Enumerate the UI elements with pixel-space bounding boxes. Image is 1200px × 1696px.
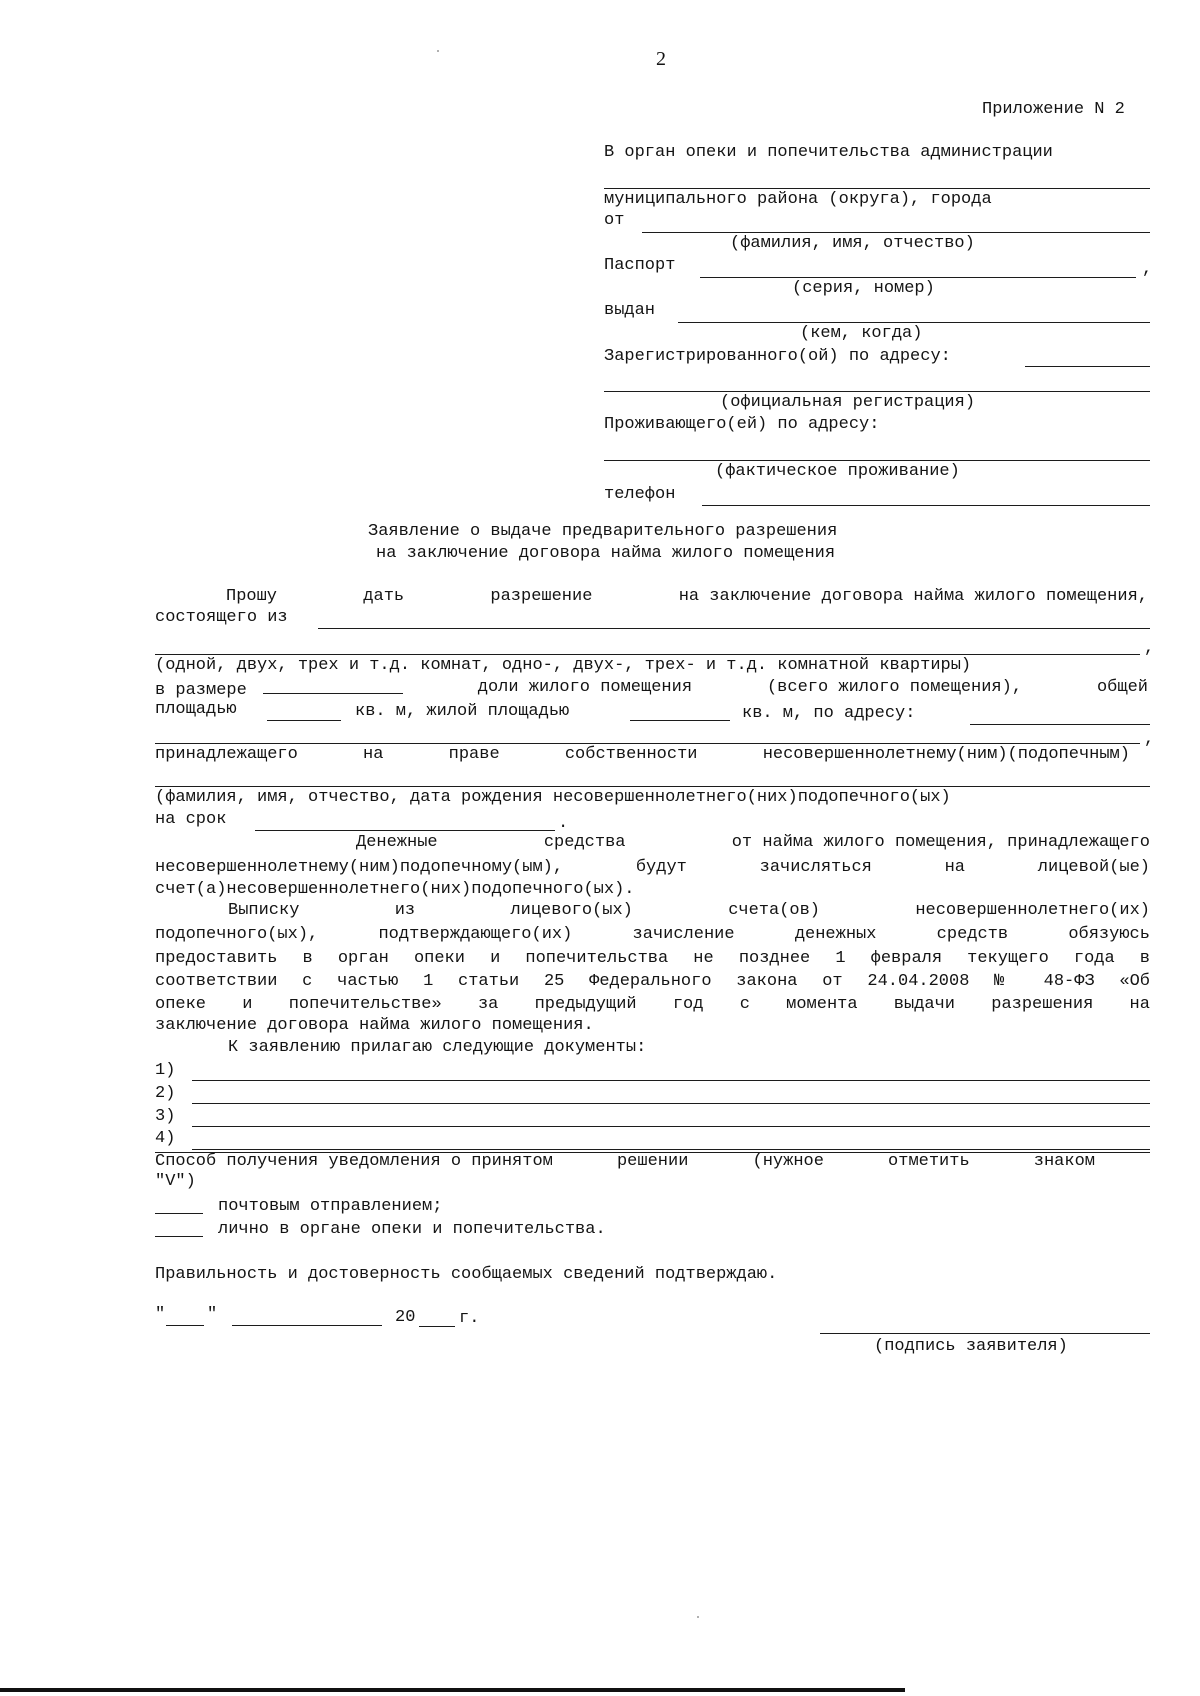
phone-field — [702, 505, 1150, 506]
residing-label: Проживающего(ей) по адресу: — [604, 415, 880, 434]
size-label: в размере — [155, 681, 247, 700]
attachment-field — [192, 1080, 1150, 1081]
request-word: дать — [363, 587, 405, 606]
total-area-field — [267, 720, 341, 721]
statement-word: за — [477, 995, 499, 1014]
issued-label: выдан — [604, 301, 656, 320]
term-period: . — [558, 814, 569, 833]
attachment-number: 3) — [155, 1107, 176, 1126]
statement-word: несовершеннолетнего(их) — [915, 901, 1150, 920]
statement-word: средств — [936, 925, 1009, 944]
in-person-checkbox[interactable] — [155, 1236, 203, 1237]
date-close-quote: " — [207, 1305, 218, 1324]
passport-comma: , — [1142, 260, 1153, 279]
registered-label: Зарегистрированного(ой) по адресу: — [604, 347, 951, 366]
ownership-word: праве — [448, 745, 500, 764]
money-word: средства — [543, 833, 626, 852]
ownership-word: на — [363, 745, 384, 764]
option-in-person: лично в органе опеки и попечительства. — [218, 1220, 606, 1239]
living-area-field — [630, 720, 730, 721]
passport-label: Паспорт — [604, 256, 676, 275]
statement-word: выдачи — [893, 995, 956, 1014]
money-word: зачисляться — [759, 858, 872, 877]
registered-caption: (официальная регистрация) — [720, 393, 976, 412]
money-word: лицевой(ые) — [1037, 858, 1150, 877]
size-word: доли жилого помещения — [477, 678, 693, 697]
statement-line-2 — [155, 924, 1150, 946]
residing-caption: (фактическое проживание) — [715, 462, 960, 481]
statement-line-1 — [228, 900, 1150, 922]
money-line-1 — [356, 832, 1150, 854]
statement-word: зачисление — [632, 925, 735, 944]
size-word: общей — [1096, 678, 1148, 697]
date-year-field — [419, 1326, 455, 1327]
signature-field — [820, 1333, 1150, 1334]
attachments-intro: К заявлению прилагаю следующие документы: — [228, 1038, 647, 1057]
size-line — [155, 677, 1148, 702]
mail-checkbox[interactable] — [155, 1213, 203, 1214]
statement-word: попечительстве» — [288, 995, 442, 1014]
attachment-field — [192, 1103, 1150, 1104]
attachment-field — [192, 1126, 1150, 1127]
notify-word: решении — [616, 1152, 689, 1171]
ownership-word: собственности — [564, 745, 698, 764]
document-title-line2: на заключение договора найма жилого помещения — [376, 544, 836, 563]
money-word: будут — [635, 858, 687, 877]
from-label: от — [604, 211, 625, 230]
ownership-line — [155, 744, 1130, 766]
attachment-number: 4) — [155, 1129, 176, 1148]
request-line — [226, 586, 1148, 608]
attachment-number: 2) — [155, 1084, 176, 1103]
statement-line-6: заключение договора найма жилого помещения. — [155, 1016, 594, 1035]
share-field — [263, 677, 403, 694]
money-line-2 — [155, 857, 1150, 879]
term-field — [255, 830, 555, 831]
statement-word: и — [242, 995, 253, 1014]
notify-word: отметить — [888, 1152, 970, 1171]
statement-word: разрешения — [991, 995, 1094, 1014]
passport-caption: (серия, номер) — [792, 279, 935, 298]
ownership-word: несовершеннолетнему(ним)(подопечным) — [762, 745, 1130, 764]
page-number: 2 — [656, 48, 666, 70]
document-title-line1: Заявление о выдаче предварительного разрешения — [368, 522, 838, 541]
phone-label: телефон — [604, 485, 676, 504]
statement-word: счета(ов) — [728, 901, 821, 920]
statement-word: с — [739, 995, 750, 1014]
date-open-quote: " — [155, 1305, 166, 1324]
minor-caption: (фамилия, имя, отчество, дата рождения несовершеннолетнего(них)подопечного(ых) — [155, 788, 951, 807]
statement-word: из — [394, 901, 416, 920]
confirm-statement: Правильность и достоверность сообщаемых сведений подтверждаю. — [155, 1265, 778, 1284]
statement-line-3: предоставить в орган опеки и попечительства не позднее 1 февраля текущего года в — [155, 949, 1150, 968]
statement-word: подтверждающего(их) — [378, 925, 573, 944]
notify-word: знаком — [1033, 1152, 1095, 1171]
request-word: Прошу — [226, 587, 278, 606]
money-word: от найма жилого помещения, принадлежащего — [731, 833, 1150, 852]
name-caption: (фамилия, имя, отчество) — [730, 234, 975, 253]
ownership-word: принадлежащего — [155, 745, 298, 764]
statement-word: подопечного(ых), — [155, 925, 319, 944]
rooms-comma: , — [1144, 639, 1155, 658]
scan-speck — [697, 1616, 699, 1618]
scan-speck — [437, 50, 439, 52]
statement-line-4: соответствии с частью 1 статьи 25 Федерального закона от 24.04.2008 № 48-ФЗ «Об — [155, 972, 1150, 991]
issued-caption: (кем, когда) — [800, 324, 923, 343]
registered-field — [1025, 366, 1150, 367]
statement-word: лицевого(ых) — [510, 901, 633, 920]
date-day-field — [166, 1325, 204, 1326]
statement-line-5 — [155, 994, 1150, 1016]
rooms-caption: (одной, двух, трех и т.д. комнат, одно-, двух-, трех- и т.д. комнатной квартиры) — [155, 656, 972, 675]
area-unit-2: кв. м, по адресу: — [742, 704, 916, 723]
term-label: на срок — [155, 810, 227, 829]
statement-word: обязуюсь — [1068, 925, 1150, 944]
money-word: на — [944, 858, 966, 877]
appendix-label: Приложение N 2 — [982, 100, 1125, 119]
signature-caption: (подпись заявителя) — [874, 1337, 1068, 1356]
money-word: несовершеннолетнему(ним)подопечному(ым), — [155, 858, 564, 877]
scan-edge-bar — [0, 1688, 905, 1692]
consisting-label: состоящего из — [155, 608, 288, 627]
request-word: разрешение — [490, 587, 593, 606]
address-field — [970, 724, 1150, 725]
statement-word: на — [1129, 995, 1150, 1014]
rooms-field — [318, 628, 1150, 629]
attachment-field — [192, 1149, 1150, 1150]
notify-mark: "V") — [155, 1172, 196, 1191]
statement-word: год — [672, 995, 704, 1014]
district-line: муниципального района (округа), города — [604, 190, 992, 209]
statement-word: денежных — [794, 925, 877, 944]
date-year-suffix: г. — [459, 1309, 480, 1328]
size-word: (всего жилого помещения), — [766, 678, 1023, 697]
money-word: Денежные — [356, 833, 438, 852]
date-month-field — [232, 1325, 382, 1326]
statement-word: момента — [786, 995, 858, 1014]
area-label: площадью — [155, 700, 237, 719]
area-unit-1: кв. м, жилой площадью — [355, 702, 570, 721]
request-word: на заключение договора найма жилого помещения, — [678, 587, 1148, 606]
date-year-prefix: 20 — [395, 1308, 416, 1327]
statement-word: предыдущий — [534, 995, 637, 1014]
notify-word: (нужное — [752, 1152, 824, 1171]
notify-line — [155, 1151, 1095, 1173]
statement-word: опеке — [155, 995, 207, 1014]
addressee-line: В орган опеки и попечительства администрации — [604, 143, 1053, 162]
address-comma: , — [1144, 730, 1155, 749]
option-mail: почтовым отправлением; — [218, 1197, 443, 1216]
attachment-number: 1) — [155, 1061, 176, 1080]
money-line-3: счет(а)несовершеннолетнего(них)подопечного(ых). — [155, 880, 635, 899]
notify-word: Способ получения уведомления о принятом — [155, 1152, 553, 1171]
statement-word: Выписку — [228, 901, 300, 920]
